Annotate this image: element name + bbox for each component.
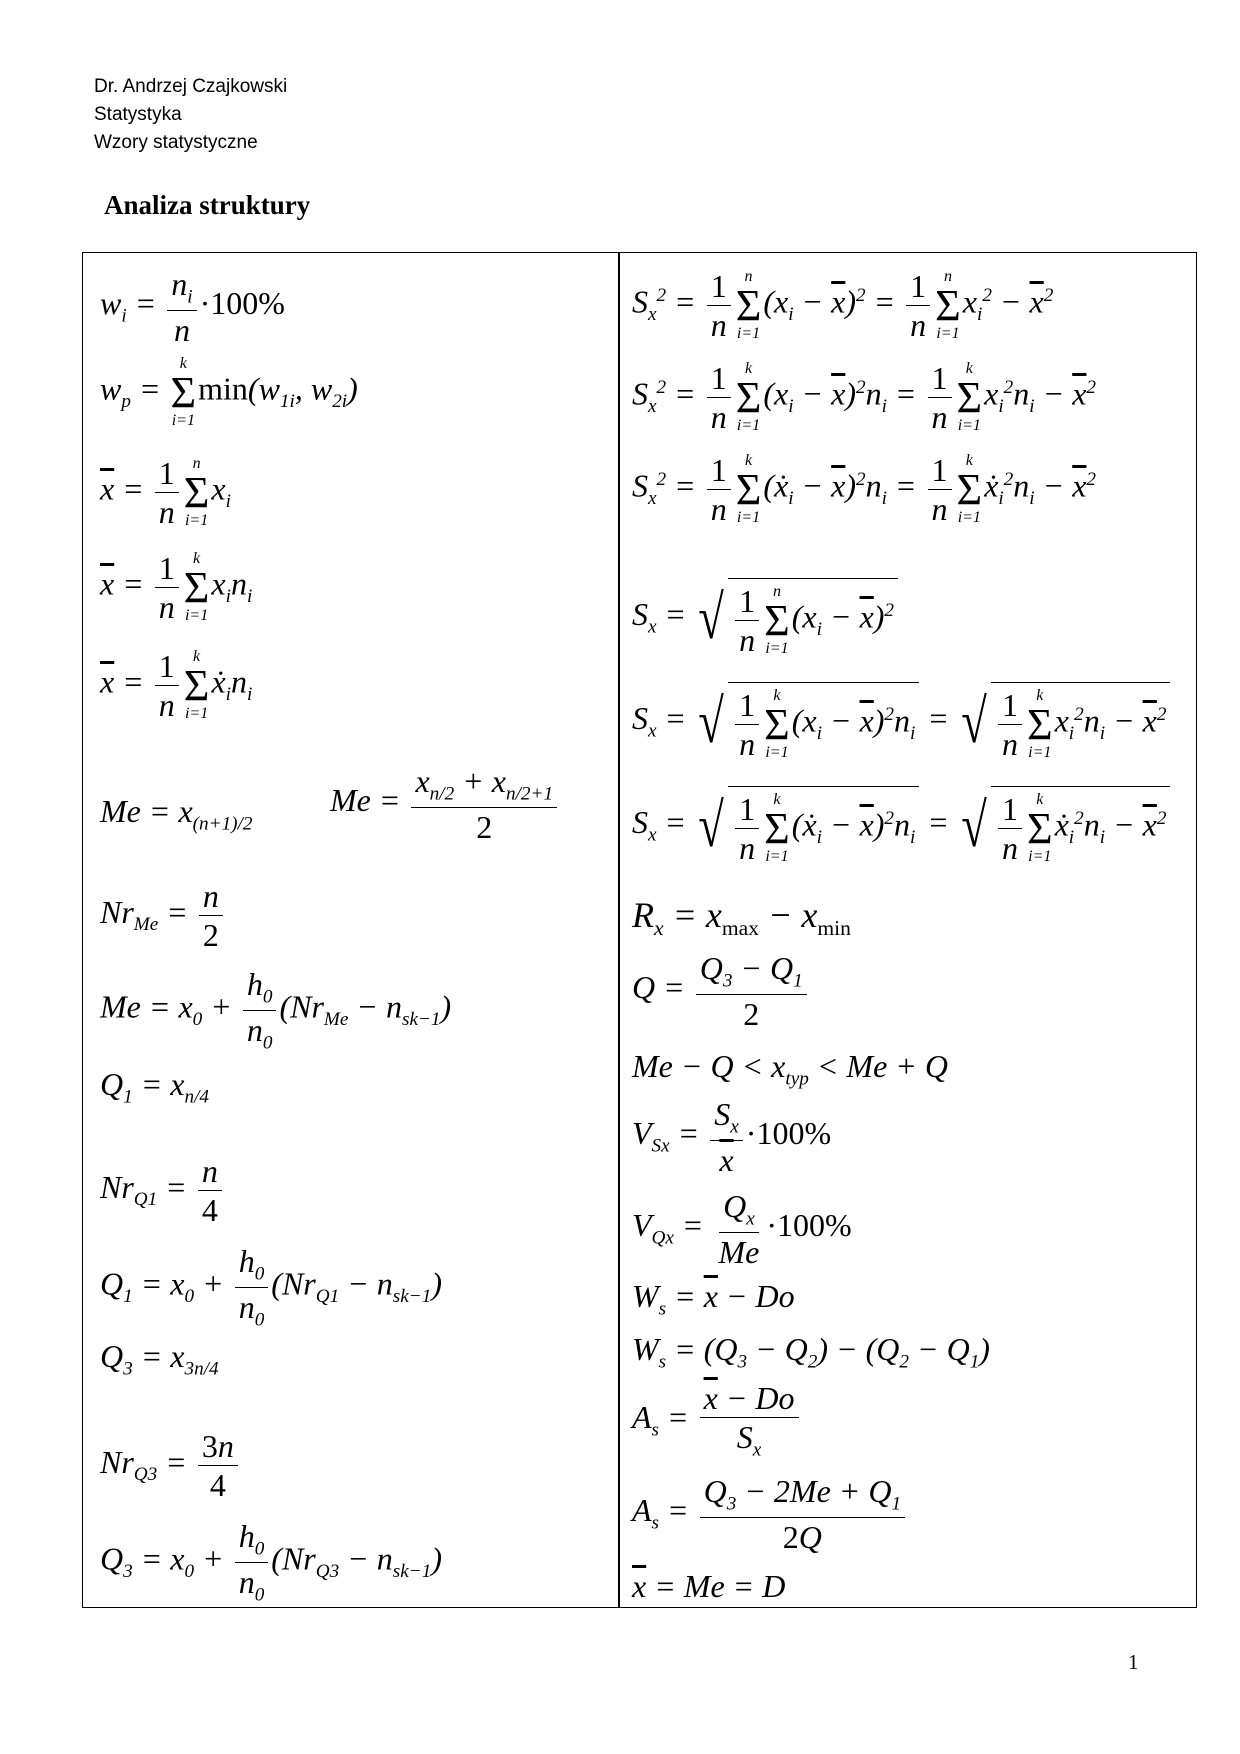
formula-median-position: $Me = x_{(n+1)/2}$: [100, 793, 253, 835]
author-line: Dr. Andrzej Czajkowski: [94, 76, 288, 97]
formula-quartile-deviation: Q = $\frac{Q_3 - Q_1}{2}$: [632, 952, 810, 1030]
formula-q1-interpolation: $Q_1 = x_0$ + $\frac{h_0}{n_0}$ $(Nr_{Q1} - n_{sk-1})$: [100, 1243, 442, 1330]
section-title: Analiza struktury: [104, 190, 311, 220]
page-number: 1: [1128, 1650, 1139, 1674]
formula-skew-coef-mode: $A_s$ = $\frac{\overline{x} - Do}{S_x}$: [632, 1382, 802, 1460]
formula-variance-simple: $S_x^2$ = $\frac{1}{n}$ n Σ i=1 $(x_i - \overline{x})^2$ = $\frac{1}{n}$ n Σ i=1 $x_i^2 - \overline{x}^2$: [632, 267, 1054, 343]
formula-skew-coef-quartile: $A_s$ = $\frac{Q_3 - 2Me + Q_1}{2Q}$: [632, 1475, 908, 1553]
formula-variance-weighted: $S_x^2$ = $\frac{1}{n}$ k Σ i=1 $(x_i - \overline{x})^2n_i$ = $\frac{1}{n}$ k Σ i=1 $x_i^2n_i - \overline{x}^2$: [632, 359, 1096, 435]
formula-structure-index: $w_i$ = $\frac{n_i}{n}$ ·100%: [100, 266, 285, 348]
formula-q3-interpolation: $Q_3 = x_0$ + $\frac{h_0}{n_0}$ $(Nr_{Q3} - n_{sk-1})$: [100, 1518, 442, 1605]
column-divider: [618, 252, 620, 1608]
formula-variance-interval: $S_x^2$ = $\frac{1}{n}$ k Σ i=1 (ẋ$_i$ − $\overline{x})^2n_i$ = $\frac{1}{n}$ k Σ i=1 $ẋ_i^2n_i - \overline{x}^2$: [632, 451, 1096, 527]
formula-cv-sd: $V_{Sx}$ = $\frac{S_x}{x}$ ·100%: [632, 1096, 832, 1178]
formula-sd-weighted: $S_x$ = √ $\frac{1}{n}$ k Σ i=1 $(x_i - \overline{x})^2n_i$ = √ $\frac{1}{n}$ k Σ i=1 $x_i^2n_i - \overline{x}^2$: [632, 682, 1170, 762]
doc-title-line: Wzory statystyczne: [94, 132, 258, 153]
formula-q3-position: $Q_3 = x_{3n/4}$: [100, 1338, 219, 1380]
formula-sd-simple: $S_x$ = √ $\frac{1}{n}$ n Σ i=1 $(x_i - \overline{x})^2$: [632, 578, 898, 658]
formula-range: $R_x = x_{max} - x_{min}$: [632, 895, 851, 941]
formula-skew-index-quartile: $W_s = (Q_3 - Q_2) - (Q_2 - Q_1)$: [632, 1331, 990, 1373]
subject-line: Statystyka: [94, 104, 182, 125]
formula-typical-range: $Me - Q < x_{typ} < Me + Q$: [632, 1048, 948, 1090]
formula-mean-simple: $\overline{x}$ = $\frac{1}{n}$ n Σ i=1 $x_i$: [100, 454, 231, 530]
formula-q3-number: $Nr_{Q3}$ = $\frac{3n}{4}$: [100, 1430, 241, 1501]
formula-q1-position: $Q_1 = x_{n/4}$: [100, 1066, 210, 1108]
formula-cv-quartile: $V_{Qx}$ = $\frac{Q_x}{Me}$ ·100%: [632, 1188, 852, 1270]
formula-sd-interval: $S_x$ = √ $\frac{1}{n}$ k Σ i=1 (ẋ$_i$ − $\overline{x})^2n_i$ = √ $\frac{1}{n}$ k Σ i=1 $ẋ_i^2n_i - \overline{x}^2$: [632, 786, 1170, 866]
formula-mean-interval: $\overline{x}$ = $\frac{1}{n}$ k Σ i=1 $ẋ_in_i$: [100, 647, 253, 723]
formula-q1-number: $Nr_{Q1}$ = $\frac{n}{4}$: [100, 1155, 225, 1226]
formula-symmetry: $\overline{x} = Me = D$: [632, 1568, 786, 1604]
formula-mean-weighted: $\overline{x}$ = $\frac{1}{n}$ k Σ i=1 $x_in_i$: [100, 549, 253, 625]
formula-median-interpolation: $Me = x_0$ + $\frac{h_0}{n_0}$ $(Nr_{Me} - n_{sk-1})$: [100, 966, 452, 1053]
formula-skew-index-mode: $W_s = \overline{x} - Do$: [632, 1278, 795, 1320]
formula-median-number: $Nr_{Me}$ = $\frac{n}{2}$: [100, 880, 226, 951]
formula-similarity-index: $w_p$ = k Σ i=1 $\min(w_{1i}$, $w_{2i}$): [100, 355, 358, 430]
formula-median-even: Me = $\frac{x_{n/2} + x_{n/2+1}}{2}$: [330, 765, 560, 843]
